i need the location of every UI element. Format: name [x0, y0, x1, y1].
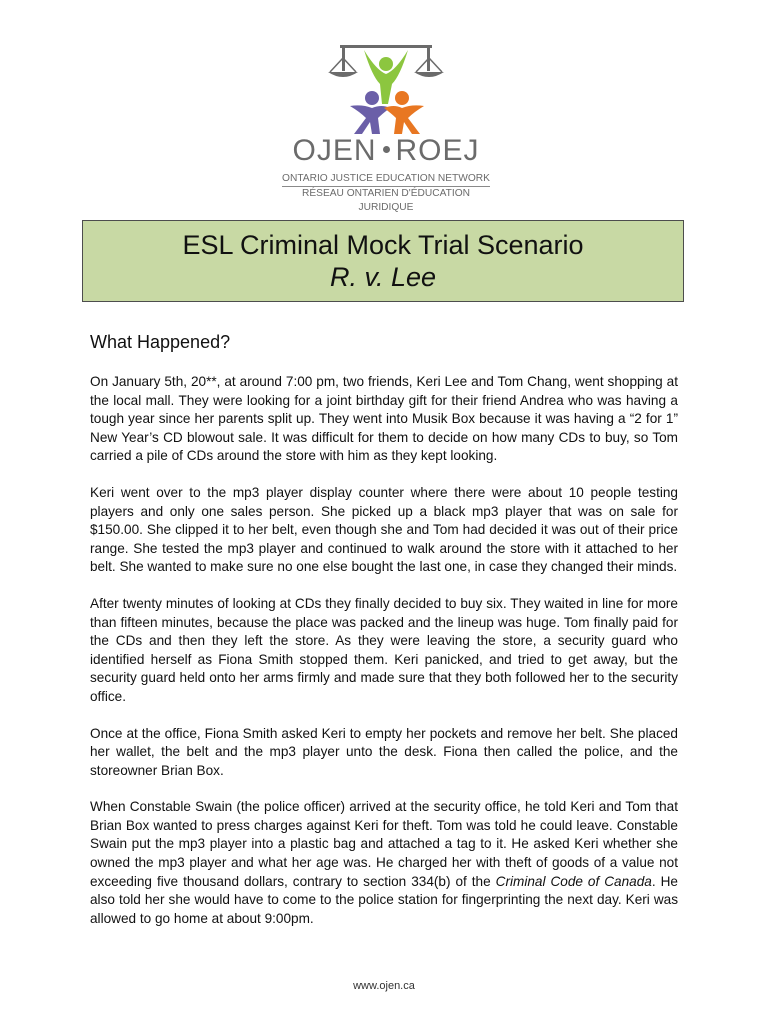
paragraph: Once at the office, Fiona Smith asked Keri to empty her pockets and remove her belt. She placed her wallet, the belt and the mp3 player unto the desk. Fiona then called the police, and the storeowner Brian Box.: [90, 725, 678, 778]
statute-name: Criminal Code of Canada: [495, 873, 652, 889]
narrative-body: [90, 373, 678, 946]
footer-url[interactable]: www.ojen.ca: [353, 980, 415, 992]
paragraph: On January 5th, 20**, at around 7:00 pm, two friends, Keri Lee and Tom Chang, went shopping at the local mall. They were looking for a joint birthday gift for their friend Andrea who was having a tough year since her parents split up. They went into Musik Box because it was having a “2 for 1” New Year’s CD blowout sale. It was difficult for them to decide on how many CDs to buy, so Tom carried a pile of CDs around the store with him as they kept looking.: [90, 374, 678, 464]
logo-acronym-right: ROEJ: [395, 134, 480, 167]
paragraph-text-after: . He also told her she would have to come to the police station for fingerprinting the next day. Keri was allowed to go home at about 9:00pm.: [90, 873, 678, 926]
scales-of-justice-icon: [326, 42, 446, 134]
logo-line-french: RÉSEAU ONTARIEN D'ÉDUCATION JURIDIQUE: [302, 188, 470, 213]
logo-dot-icon: [383, 146, 390, 153]
paragraph-text-before: When Constable Swain (the police officer) arrived at the security office, he told Keri and Tom that Brian Box wanted to press charges against Keri for theft. Tom was told he could leave. Constable Swain put the mp3 player into a plastic bag and attached a tag to it. He asked Keri whether she owned the mp3 player and what her age was. He charged her with theft of goods of a value not exceeding five thousand dollars, contrary to section 334(b) of the: [90, 799, 678, 889]
paragraph: Keri went over to the mp3 player display counter where there were about 10 people testing players and only one sales person. She picked up a black mp3 player that was on sale for $150.00. She clipped it to her belt, even though she and Tom had decided it was out of their price range. She tested the mp3 player and continued to walk around the store with it attached to her belt. She wanted to make sure no one else bought the last one, in case they changed their minds.: [90, 484, 678, 575]
logo-acronym: [274, 134, 498, 168]
paragraph-last: [90, 798, 678, 928]
logo-text: [274, 134, 498, 215]
ojen-logo: [274, 42, 498, 213]
document-title: ESL Criminal Mock Trial Scenario: [182, 230, 584, 260]
section-heading: What Happened?: [90, 332, 231, 352]
logo-line-english: ONTARIO JUSTICE EDUCATION NETWORK: [282, 172, 490, 187]
logo-acronym-left: OJEN: [292, 134, 377, 167]
paragraph: After twenty minutes of looking at CDs they finally decided to buy six. They waited in line for more than fifteen minutes, because the place was packed and the lineup was huge. Tom finally paid for the CDs and then they left the store. As they were leaving the store, a security guard who identified herself as Fiona Smith stopped them. Keri panicked, and tried to get away, but the security guard held onto her arms firmly and made sure that they both followed her to the security office.: [90, 595, 678, 704]
title-box: [82, 220, 684, 302]
case-name: R. v. Lee: [329, 262, 437, 292]
